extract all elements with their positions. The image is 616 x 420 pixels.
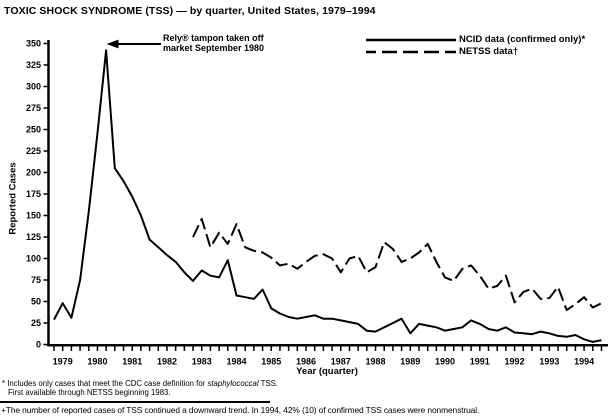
y-tick-label: 25 [30, 318, 41, 329]
x-year-label: 1989 [400, 356, 421, 367]
annotation-arrowhead-icon [107, 40, 119, 49]
y-tick-label: 75 [30, 275, 41, 286]
y-tick-label: 275 [25, 103, 41, 114]
footnote-cdc-definition [2, 379, 278, 388]
x-year-label: 1979 [52, 356, 73, 367]
y-tick-label: 100 [25, 253, 41, 264]
y-tick-label: 175 [25, 189, 41, 200]
footnote-divider [0, 401, 270, 403]
footnote1-text-post: TSS. [258, 379, 278, 388]
x-year-label: 1990 [435, 356, 456, 367]
ncid-line [54, 50, 602, 342]
y-tick-label: 200 [25, 167, 41, 178]
x-year-label: 1984 [226, 356, 247, 367]
footnote1-italic-term: staphylococcal [207, 379, 259, 388]
y-tick-label: 50 [30, 296, 41, 307]
y-tick-label: 350 [25, 38, 41, 49]
x-year-label: 1988 [365, 356, 386, 367]
x-year-label: 1981 [122, 356, 143, 367]
footnote1-marker: * [2, 379, 6, 388]
legend-line-dashed-icon [365, 47, 457, 57]
y-tick-label: 225 [25, 146, 41, 157]
summary-note-text: The number of reported cases of TSS continued a downward trend. In 1994, 42% (10) of confirmed TSS cases were nonmenstrual. [5, 405, 480, 415]
x-year-label: 1986 [295, 356, 317, 367]
legend-line-solid-icon [365, 35, 457, 45]
x-year-label: 1985 [261, 356, 282, 367]
y-tick-label: 325 [25, 60, 41, 71]
x-year-label: 1983 [191, 356, 212, 367]
x-year-label: 1991 [469, 356, 490, 367]
footnote-netss-availability: First available through NETSS beginning 1983. [8, 388, 171, 397]
x-axis-title: Year (quarter) [296, 366, 358, 377]
summary-note [1, 405, 479, 415]
x-year-label: 1980 [87, 356, 108, 367]
x-year-label: 1993 [539, 356, 560, 367]
annotation-line2: market September 1980 [163, 43, 265, 53]
legend-label-ncid: NCID data (confirmed only)* [459, 34, 586, 45]
summary-note-marker: + [1, 405, 6, 415]
x-year-label: 1982 [156, 356, 177, 367]
y-tick-label: 300 [25, 81, 41, 92]
footnote1-text-pre: Includes only cases that meet the CDC case definition for [7, 379, 208, 388]
x-year-label: 1987 [330, 356, 351, 367]
chart-title: TOXIC SHOCK SYNDROME (TSS) — by quarter, United States, 1979–1994 [4, 5, 376, 17]
y-tick-label: 125 [25, 232, 41, 243]
netss-line [193, 219, 602, 310]
y-tick-label: 250 [25, 124, 41, 135]
y-tick-label: 150 [25, 210, 41, 221]
y-axis-title: Reported Cases [7, 162, 19, 235]
x-year-label: 1992 [504, 356, 525, 367]
legend-label-netss: NETSS data† [459, 46, 519, 57]
annotation-rely-tampon [163, 33, 264, 53]
annotation-line1: Rely® tampon taken off [163, 33, 264, 43]
y-tick-label: 0 [35, 339, 41, 350]
x-year-label: 1994 [574, 356, 595, 367]
